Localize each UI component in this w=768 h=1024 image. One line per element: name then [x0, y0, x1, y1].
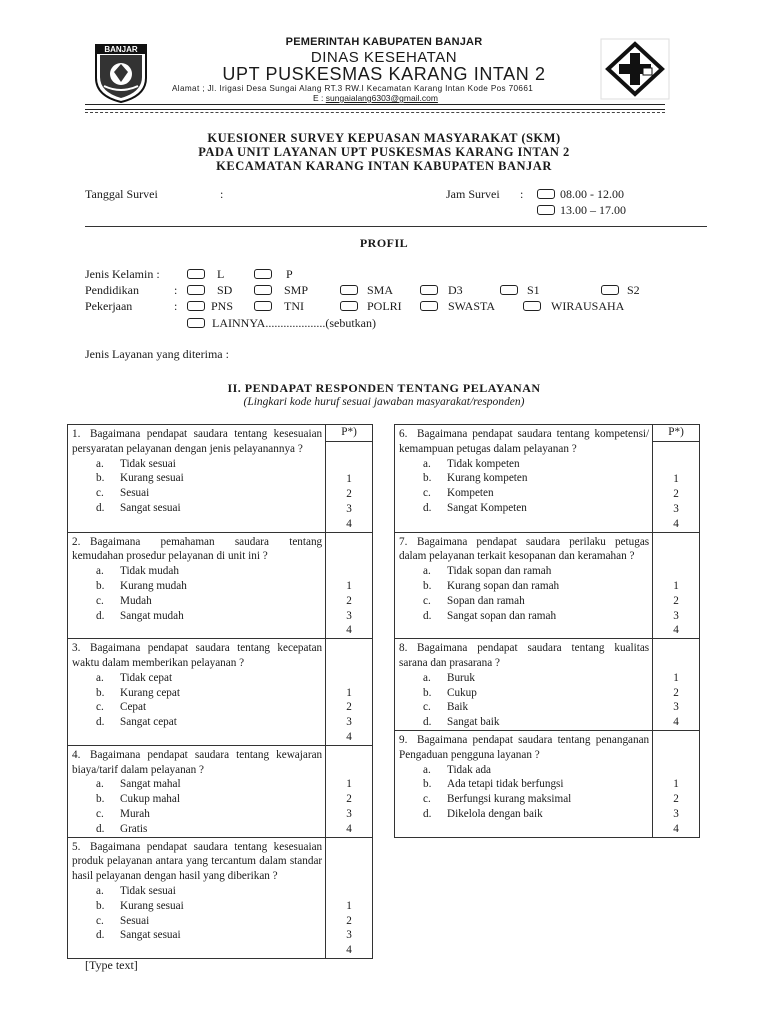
- option-label: Gratis: [120, 822, 148, 835]
- question-text: [399, 535, 649, 565]
- option-letter: b.: [423, 778, 432, 791]
- score-cell: [653, 532, 700, 639]
- question-cell: [68, 837, 326, 958]
- option-letter: b.: [96, 793, 105, 806]
- doc-title-line3: KECAMATAN KARANG INTAN KABUPATEN BANJAR: [216, 159, 552, 173]
- option-letter: c.: [423, 701, 431, 714]
- option-letter: a.: [423, 671, 431, 684]
- option-label: Sangat baik: [447, 716, 500, 729]
- question-label: Bagaimana pendapat saudara tentang kesesuaian persyaratan pelayanan dengan jenis pelayanannya ?: [72, 428, 323, 455]
- answer-option[interactable]: [399, 457, 649, 472]
- gender-p: P: [286, 267, 293, 281]
- answer-option[interactable]: [399, 792, 649, 807]
- score-value[interactable]: 3: [346, 716, 352, 729]
- question-cell: [395, 730, 653, 837]
- survey-time-label: Jam Survei: [446, 187, 500, 201]
- answer-option[interactable]: [72, 807, 322, 822]
- option-label: Tidak sesuai: [120, 457, 176, 470]
- option-label: Sesuai: [120, 914, 150, 927]
- job-swasta-checkbox[interactable]: [420, 301, 438, 311]
- option-label: Cukup mahal: [120, 793, 180, 806]
- option-label: Dikelola dengan baik: [447, 807, 543, 820]
- question-row: [68, 639, 373, 746]
- score-value[interactable]: 2: [346, 701, 352, 714]
- question-cell: [68, 532, 326, 639]
- answer-option[interactable]: [72, 822, 322, 837]
- question-row: [395, 532, 700, 639]
- option-label: Tidak mudah: [120, 565, 179, 578]
- option-letter: b.: [96, 472, 105, 485]
- question-text: [399, 641, 649, 671]
- score-value[interactable]: 4: [346, 944, 352, 957]
- option-letter: d.: [96, 929, 105, 942]
- option-letter: b.: [96, 686, 105, 699]
- question-row: [395, 639, 700, 731]
- survey-date-label: Tanggal Survei: [85, 187, 158, 201]
- score-value[interactable]: 4: [346, 822, 352, 835]
- score-value[interactable]: 3: [673, 609, 679, 622]
- option-label: Tidak cepat: [120, 671, 173, 684]
- office-name: DINAS KESEHATAN: [310, 49, 458, 66]
- answer-option[interactable]: [399, 715, 649, 730]
- option-letter: c.: [96, 487, 104, 500]
- score-value[interactable]: 4: [673, 517, 679, 530]
- gender-p-checkbox[interactable]: [254, 269, 272, 279]
- email-line: [313, 93, 438, 103]
- option-letter: d.: [423, 807, 432, 820]
- divider: [85, 226, 707, 227]
- survey-date-sep: :: [220, 187, 224, 201]
- option-label: Tidak sesuai: [120, 884, 176, 897]
- score-header: P*): [326, 425, 372, 442]
- score-value[interactable]: 3: [673, 807, 679, 820]
- questions-table-left: [67, 424, 373, 959]
- question-cell: [68, 425, 326, 533]
- score-header: P*): [653, 425, 699, 442]
- score-value[interactable]: 4: [673, 624, 679, 637]
- job-tni-checkbox[interactable]: [254, 301, 272, 311]
- option-letter: d.: [96, 501, 105, 514]
- question-cell: [395, 425, 653, 533]
- question-cell: [395, 532, 653, 639]
- score-cell: [326, 425, 373, 533]
- section-heading: II. PENDAPAT RESPONDEN TENTANG PELAYANAN: [227, 381, 541, 395]
- score-value[interactable]: 4: [673, 716, 679, 729]
- option-label: Sangat mudah: [120, 609, 184, 622]
- question-text: [399, 427, 649, 457]
- footer-placeholder: [Type text]: [85, 958, 138, 972]
- option-label: Sangat sopan dan ramah: [447, 609, 557, 622]
- edu-smp-checkbox[interactable]: [254, 285, 272, 295]
- answer-option[interactable]: [399, 671, 649, 686]
- question-label: Bagaimana pemahaman saudara tentang kemudahan prosedur pelayanan di unit ini ?: [72, 535, 323, 563]
- score-value[interactable]: 4: [346, 517, 352, 530]
- answer-option[interactable]: [72, 884, 322, 899]
- job-tni: TNI: [284, 299, 304, 313]
- score-value[interactable]: 2: [673, 594, 679, 607]
- option-letter: b.: [423, 579, 432, 592]
- option-letter: c.: [423, 793, 431, 806]
- option-letter: b.: [96, 579, 105, 592]
- question-label: Bagaimana pendapat saudara perilaku petugas dalam pelayanan terkait kesopanan dan keramahan ?: [399, 535, 650, 563]
- score-value[interactable]: 4: [673, 822, 679, 835]
- score-cell: [326, 837, 373, 958]
- option-label: Buruk: [447, 671, 475, 684]
- time-checkbox-2[interactable]: [537, 205, 555, 215]
- questions-table-right: [394, 424, 700, 838]
- edu-d3: D3: [448, 283, 463, 297]
- question-row: [395, 730, 700, 837]
- answer-option[interactable]: [399, 501, 649, 516]
- answer-option[interactable]: [399, 594, 649, 609]
- question-number: 4.: [72, 748, 81, 761]
- time-option-1: 08.00 - 12.00: [560, 187, 624, 201]
- question-number: 7.: [399, 535, 408, 548]
- education-sep: :: [174, 283, 178, 297]
- question-row: [395, 425, 700, 533]
- question-label: Bagaimana pendapat saudara tentang kompetensi/ kemampuan petugas dalam pelayanan ?: [399, 428, 650, 455]
- service-type-label: Jenis Layanan yang diterima :: [85, 347, 229, 361]
- time-option-2: 13.00 – 17.00: [560, 203, 626, 217]
- answer-option[interactable]: [399, 777, 649, 792]
- job-label: Pekerjaan: [85, 299, 133, 313]
- question-text: [72, 535, 322, 565]
- answer-option[interactable]: [72, 486, 322, 501]
- edu-sma-checkbox[interactable]: [340, 285, 358, 295]
- option-letter: a.: [96, 778, 104, 791]
- option-label: Sopan dan ramah: [447, 594, 525, 607]
- answer-option[interactable]: [72, 792, 322, 807]
- question-row: [68, 745, 373, 837]
- job-swasta: SWASTA: [448, 299, 496, 313]
- score-cell: [653, 730, 700, 837]
- answer-option[interactable]: [72, 700, 322, 715]
- option-label: Kompeten: [447, 487, 494, 500]
- option-label: Kurang mudah: [120, 579, 187, 592]
- question-text: [72, 748, 322, 778]
- score-value[interactable]: 3: [346, 807, 352, 820]
- question-number: 2.: [72, 535, 81, 548]
- question-row: [68, 837, 373, 958]
- score-value[interactable]: 2: [673, 488, 679, 501]
- score-value[interactable]: 2: [673, 793, 679, 806]
- question-number: 1.: [72, 428, 81, 440]
- time-checkbox-1[interactable]: [537, 189, 555, 199]
- survey-time-sep: :: [520, 187, 524, 201]
- option-label: Sesuai: [120, 487, 150, 500]
- score-cell: [326, 639, 373, 746]
- edu-sd: SD: [217, 283, 233, 297]
- question-row: [68, 532, 373, 639]
- job-other-checkbox[interactable]: [187, 318, 205, 328]
- edu-s2-checkbox[interactable]: [601, 285, 619, 295]
- option-letter: b.: [423, 472, 432, 485]
- answer-option[interactable]: [399, 486, 649, 501]
- question-label: Bagaimana pendapat saudara tentang penanganan Pengaduan pengguna layanan ?: [399, 733, 650, 761]
- government-name: PEMERINTAH KABUPATEN BANJAR: [285, 36, 483, 48]
- score-value[interactable]: 2: [346, 594, 352, 607]
- job-other: LAINNYA....................(sebutkan): [212, 316, 376, 330]
- gender-label: Jenis Kelamin :: [85, 267, 160, 281]
- option-letter: d.: [423, 501, 432, 514]
- question-text: [72, 840, 322, 884]
- option-letter: a.: [423, 763, 431, 776]
- question-cell: [68, 639, 326, 746]
- answer-option[interactable]: [72, 899, 322, 914]
- score-value[interactable]: 1: [346, 579, 352, 592]
- option-label: Cukup: [447, 686, 477, 699]
- answer-option[interactable]: [72, 471, 322, 486]
- question-number: 3.: [72, 642, 81, 655]
- option-letter: c.: [96, 594, 104, 607]
- option-label: Ada tetapi tidak berfungsi: [447, 778, 564, 791]
- question-row: [68, 425, 373, 533]
- education-label: Pendidikan: [85, 283, 139, 297]
- answer-option[interactable]: [399, 609, 649, 624]
- answer-option[interactable]: [72, 564, 322, 579]
- svg-text:BANJAR: BANJAR: [104, 45, 138, 54]
- address: Alamat ; Jl. Irigasi Desa Sungai Alang RT.3 RW.I Kecamatan Karang Intan Kode Pos 70661: [172, 84, 534, 93]
- question-label: Bagaimana pendapat saudara tentang kewajaran biaya/tarif dalam pelayanan ?: [72, 748, 323, 776]
- option-label: Murah: [120, 807, 150, 820]
- score-value[interactable]: 1: [346, 778, 352, 791]
- gender-l: L: [217, 267, 225, 281]
- option-letter: a.: [96, 671, 104, 684]
- answer-option[interactable]: [399, 579, 649, 594]
- question-text: [399, 733, 649, 763]
- option-letter: b.: [96, 899, 105, 912]
- option-letter: c.: [423, 487, 431, 500]
- option-letter: d.: [96, 609, 105, 622]
- question-number: 5.: [72, 840, 81, 853]
- score-value[interactable]: 1: [346, 473, 352, 486]
- option-letter: a.: [96, 884, 104, 897]
- score-cell: [653, 639, 700, 731]
- option-label: Tidak sopan dan ramah: [447, 565, 552, 578]
- option-label: Kurang sesuai: [120, 899, 184, 912]
- email-label: E :: [313, 93, 324, 103]
- score-value[interactable]: 1: [673, 671, 679, 684]
- option-letter: d.: [96, 822, 105, 835]
- answer-option[interactable]: [72, 457, 322, 472]
- job-wirausaha: WIRAUSAHA: [551, 299, 625, 313]
- answer-option[interactable]: [399, 686, 649, 701]
- job-wirausaha-checkbox[interactable]: [523, 301, 541, 311]
- gender-l-checkbox[interactable]: [187, 269, 205, 279]
- question-text: [72, 641, 322, 671]
- score-value[interactable]: 3: [346, 929, 352, 942]
- option-label: Sangat cepat: [120, 716, 177, 729]
- option-label: Cepat: [120, 701, 147, 714]
- score-value[interactable]: 4: [346, 730, 352, 743]
- question-label: Bagaimana pendapat saudara tentang kecepatan waktu dalam memberikan pelayanan ?: [72, 642, 323, 669]
- option-label: Berfungsi kurang maksimal: [447, 793, 572, 806]
- answer-option[interactable]: [72, 671, 322, 686]
- job-pns: PNS: [211, 299, 234, 313]
- doc-title-line2: PADA UNIT LAYANAN UPT PUSKESMAS KARANG INTAN 2: [198, 145, 570, 159]
- option-letter: a.: [96, 457, 104, 470]
- option-label: Sangat sesuai: [120, 929, 181, 942]
- option-letter: c.: [423, 594, 431, 607]
- question-number: 6.: [399, 428, 408, 440]
- edu-smp: SMP: [284, 283, 309, 297]
- score-value[interactable]: 2: [346, 793, 352, 806]
- answer-option[interactable]: [72, 501, 322, 516]
- score-value[interactable]: 3: [673, 701, 679, 714]
- answer-option[interactable]: [399, 700, 649, 715]
- answer-option[interactable]: [399, 471, 649, 486]
- profile-heading: PROFIL: [359, 236, 409, 250]
- doc-title-line1: KUESIONER SURVEY KEPUASAN MASYARAKAT (SKM): [207, 131, 561, 145]
- job-polri: POLRI: [367, 299, 402, 313]
- score-value[interactable]: 2: [673, 686, 679, 699]
- option-label: Baik: [447, 701, 469, 714]
- score-value[interactable]: 1: [673, 473, 679, 486]
- answer-option[interactable]: [72, 609, 322, 624]
- option-letter: b.: [423, 686, 432, 699]
- answer-option[interactable]: [72, 594, 322, 609]
- score-value[interactable]: 1: [346, 686, 352, 699]
- question-number: 8.: [399, 642, 408, 655]
- option-letter: c.: [96, 807, 104, 820]
- answer-option[interactable]: [399, 564, 649, 579]
- option-letter: c.: [96, 701, 104, 714]
- option-label: Kurang sopan dan ramah: [447, 579, 560, 592]
- email-link[interactable]: sungaialang6303@gmail.com: [325, 93, 438, 103]
- score-value[interactable]: 2: [346, 914, 352, 927]
- job-sep: :: [174, 299, 178, 313]
- option-letter: c.: [96, 914, 104, 927]
- job-pns-checkbox[interactable]: [187, 301, 205, 311]
- option-label: Tidak kompeten: [447, 457, 520, 470]
- question-text: [72, 427, 322, 457]
- score-value[interactable]: 3: [346, 609, 352, 622]
- score-value[interactable]: 3: [673, 502, 679, 515]
- question-number: 9.: [399, 733, 408, 746]
- option-label: Sangat mahal: [120, 778, 181, 791]
- score-cell: [326, 532, 373, 639]
- score-value[interactable]: 3: [346, 502, 352, 515]
- answer-option[interactable]: [399, 807, 649, 822]
- section-note: (Lingkari kode huruf sesuai jawaban masyarakat/responden): [243, 396, 525, 408]
- job-polri-checkbox[interactable]: [340, 301, 358, 311]
- answer-option[interactable]: [72, 579, 322, 594]
- question-cell: [68, 745, 326, 837]
- edu-s1: S1: [527, 283, 540, 297]
- score-value[interactable]: 1: [673, 579, 679, 592]
- option-label: Sangat Kompeten: [447, 501, 527, 514]
- option-label: Sangat sesuai: [120, 501, 181, 514]
- score-cell: [653, 425, 700, 533]
- divider: [85, 109, 665, 110]
- option-label: Mudah: [120, 594, 152, 607]
- unit-name: UPT PUSKESMAS KARANG INTAN 2: [222, 64, 546, 84]
- score-value[interactable]: 1: [346, 899, 352, 912]
- score-cell: [326, 745, 373, 837]
- option-letter: a.: [423, 457, 431, 470]
- question-cell: [395, 639, 653, 731]
- option-label: Kurang sesuai: [120, 472, 184, 485]
- answer-option[interactable]: [72, 914, 322, 929]
- answer-option[interactable]: [72, 777, 322, 792]
- option-letter: d.: [423, 609, 432, 622]
- option-letter: a.: [423, 565, 431, 578]
- option-label: Kurang kompeten: [447, 472, 528, 485]
- divider: [85, 104, 665, 105]
- score-value[interactable]: 1: [673, 778, 679, 791]
- option-letter: d.: [96, 716, 105, 729]
- edu-d3-checkbox[interactable]: [420, 285, 438, 295]
- answer-option[interactable]: [72, 686, 322, 701]
- edu-s2: S2: [627, 283, 640, 297]
- answer-option[interactable]: [399, 763, 649, 778]
- edu-s1-checkbox[interactable]: [500, 285, 518, 295]
- answer-option[interactable]: [72, 928, 322, 943]
- divider: [85, 112, 665, 113]
- edu-sma: SMA: [367, 283, 394, 297]
- option-letter: a.: [96, 565, 104, 578]
- score-value[interactable]: 4: [346, 624, 352, 637]
- edu-sd-checkbox[interactable]: [187, 285, 205, 295]
- question-label: Bagaimana pendapat saudara tentang kesesuaian produk pelayanan antara yang tercantum dalam standar hasil pelayanan dengan hasil yang diberikan ?: [72, 840, 323, 883]
- answer-option[interactable]: [72, 715, 322, 730]
- score-value[interactable]: 2: [346, 488, 352, 501]
- option-label: Tidak ada: [447, 763, 492, 776]
- question-label: Bagaimana pendapat saudara tentang kualitas sarana dan prasarana ?: [399, 642, 650, 669]
- option-letter: d.: [423, 716, 432, 729]
- option-label: Kurang cepat: [120, 686, 180, 699]
